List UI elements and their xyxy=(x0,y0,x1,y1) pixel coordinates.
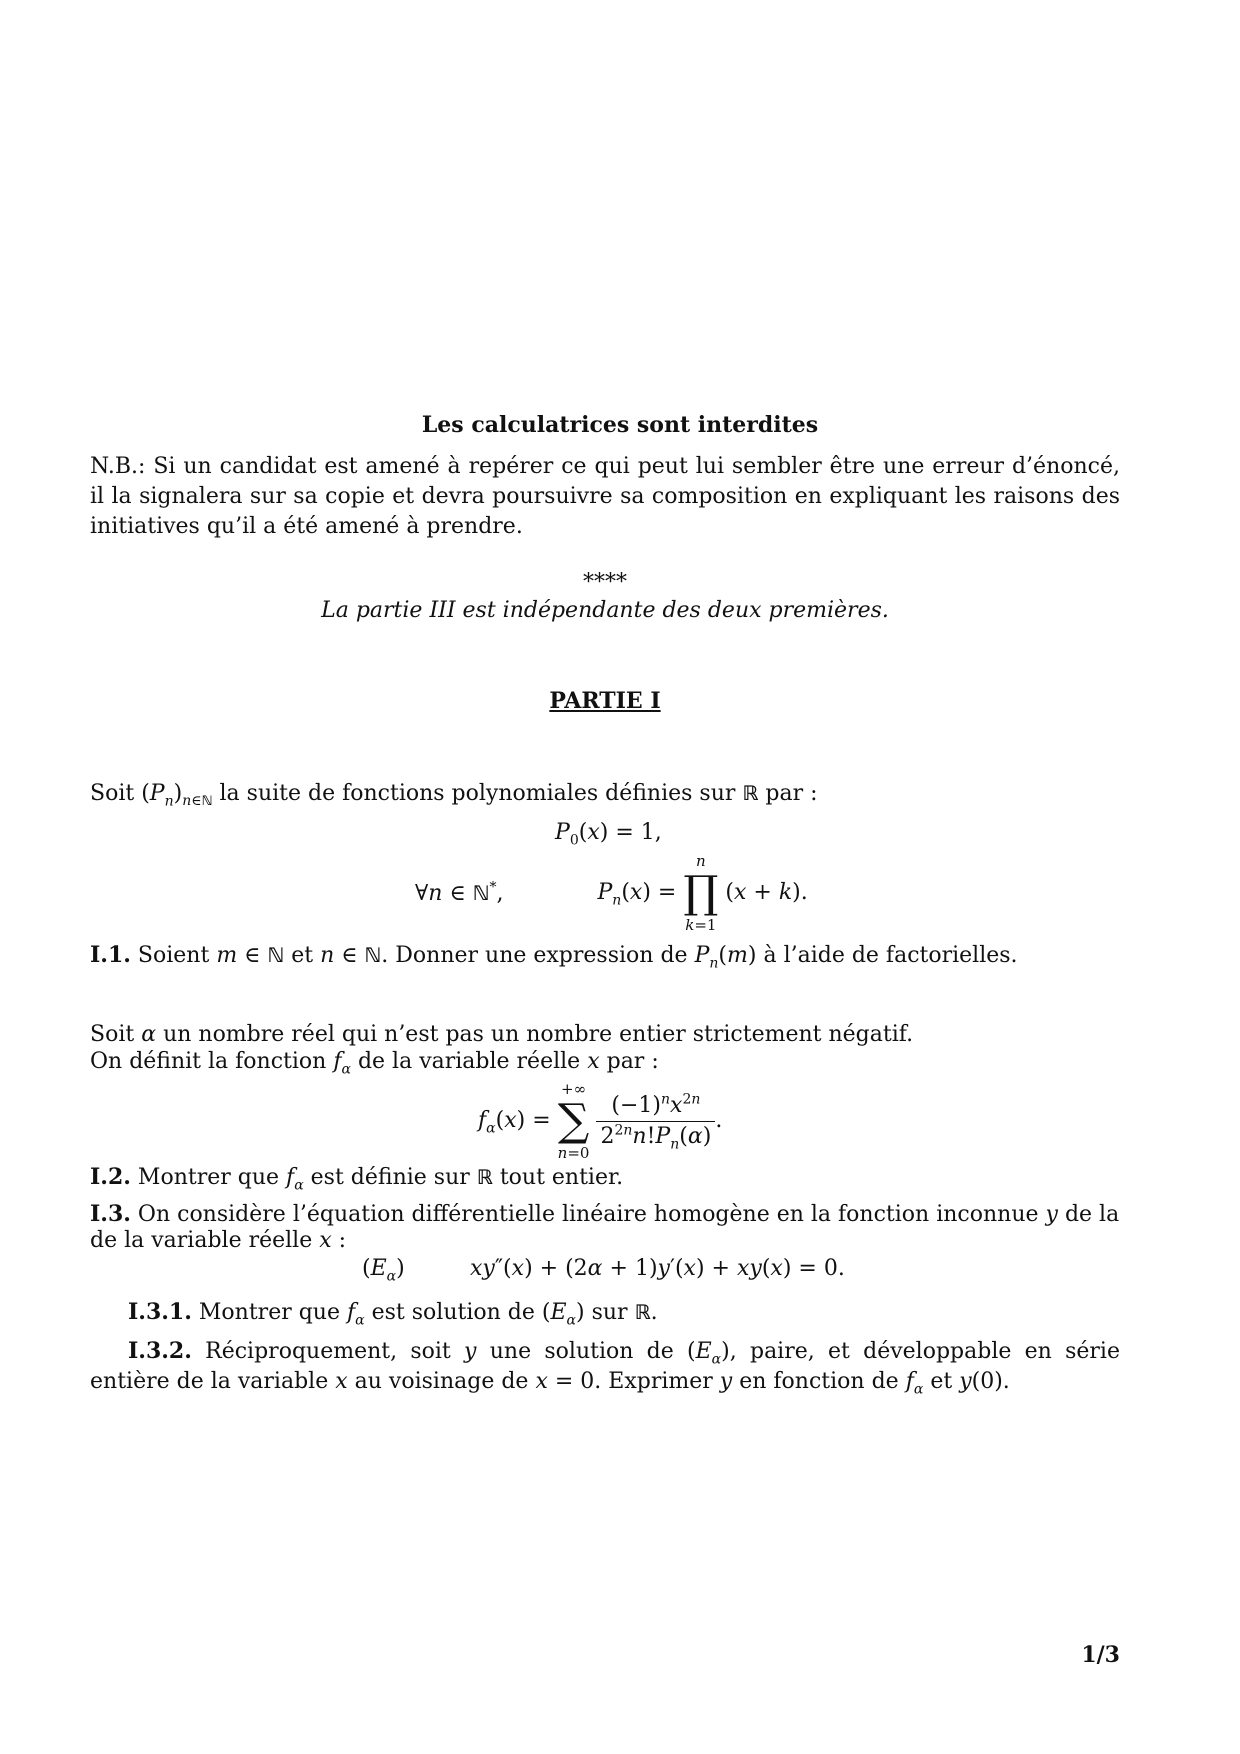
separator: **** xyxy=(583,570,627,595)
question-3: I.3. On considère l’équation différentielle linéaire homogène en la fonction inconnue y de la xyxy=(90,1201,1120,1227)
equation-e-alpha: $(E_\alpha)$ xyxy=(362,1256,405,1285)
question-3-2: I.3.2. Réciproquement, soit y une solution de $(E_\alpha)$, paire, et développable en série entière de la variable x au voisinage de x = 0. Exprimer y en fonction de $f_\alpha$ et y(0). xyxy=(90,1338,1120,1398)
question-1: I.1. Soient m ∈ ℕ et n ∈ ℕ. Donner une expression de $P_n(m)$ à l’aide de factorielles. xyxy=(90,942,1018,972)
equation-p0: $P_0(x) = 1$, xyxy=(555,820,662,849)
intro-line: Soit $(P_n)_{n\in ℕ}$ la suite de fonctions polynomiales définies sur ℝ par : xyxy=(90,781,818,810)
page-number: 1/3 xyxy=(1081,1642,1120,1668)
question-3-1: I.3.1. Montrer que $f_\alpha$ est solution de $(E_\alpha)$ sur ℝ. xyxy=(128,1299,658,1329)
question-2: I.2. Montrer que $f_\alpha$ est définie sur ℝ tout entier. xyxy=(90,1164,624,1194)
nb-paragraph: N.B.: Si un candidat est amené à repérer ce qui peut lui sembler être une erreur d’énoncé, il la signalera sur sa copie et devra poursuivre sa composition en expliquant les raisons des initiatives qu’il a été amené à prendre. xyxy=(90,454,1120,539)
question-3-line2: de la variable réelle x : xyxy=(90,1228,347,1253)
equation-pn: ∀n ∈ ℕ*, $P_n(x)$ = n ∏ k=1 (x + k). xyxy=(415,852,808,934)
exam-notice-title: Les calculatrices sont interdites xyxy=(421,412,819,438)
equation-e-alpha-body: xy″(x) + (2α + 1)y′(x) + xy(x) = 0. xyxy=(470,1256,845,1281)
part-title: PARTIE I xyxy=(549,688,661,714)
equation-f-alpha: $f_\alpha(x)$ = +∞ ∑ n=0 $\frac{(-1)^nx^{2n}}{2^{2n}n!P_n(\alpha)}$ . xyxy=(478,1080,723,1162)
alpha-definition-line2: On définit la fonction $f_\alpha$ de la variable réelle x par : xyxy=(90,1049,659,1078)
alpha-definition-line1: Soit α un nombre réel qui n’est pas un nombre entier strictement négatif. xyxy=(90,1022,914,1047)
independence-note: La partie III est indépendante des deux premières. xyxy=(321,598,889,623)
